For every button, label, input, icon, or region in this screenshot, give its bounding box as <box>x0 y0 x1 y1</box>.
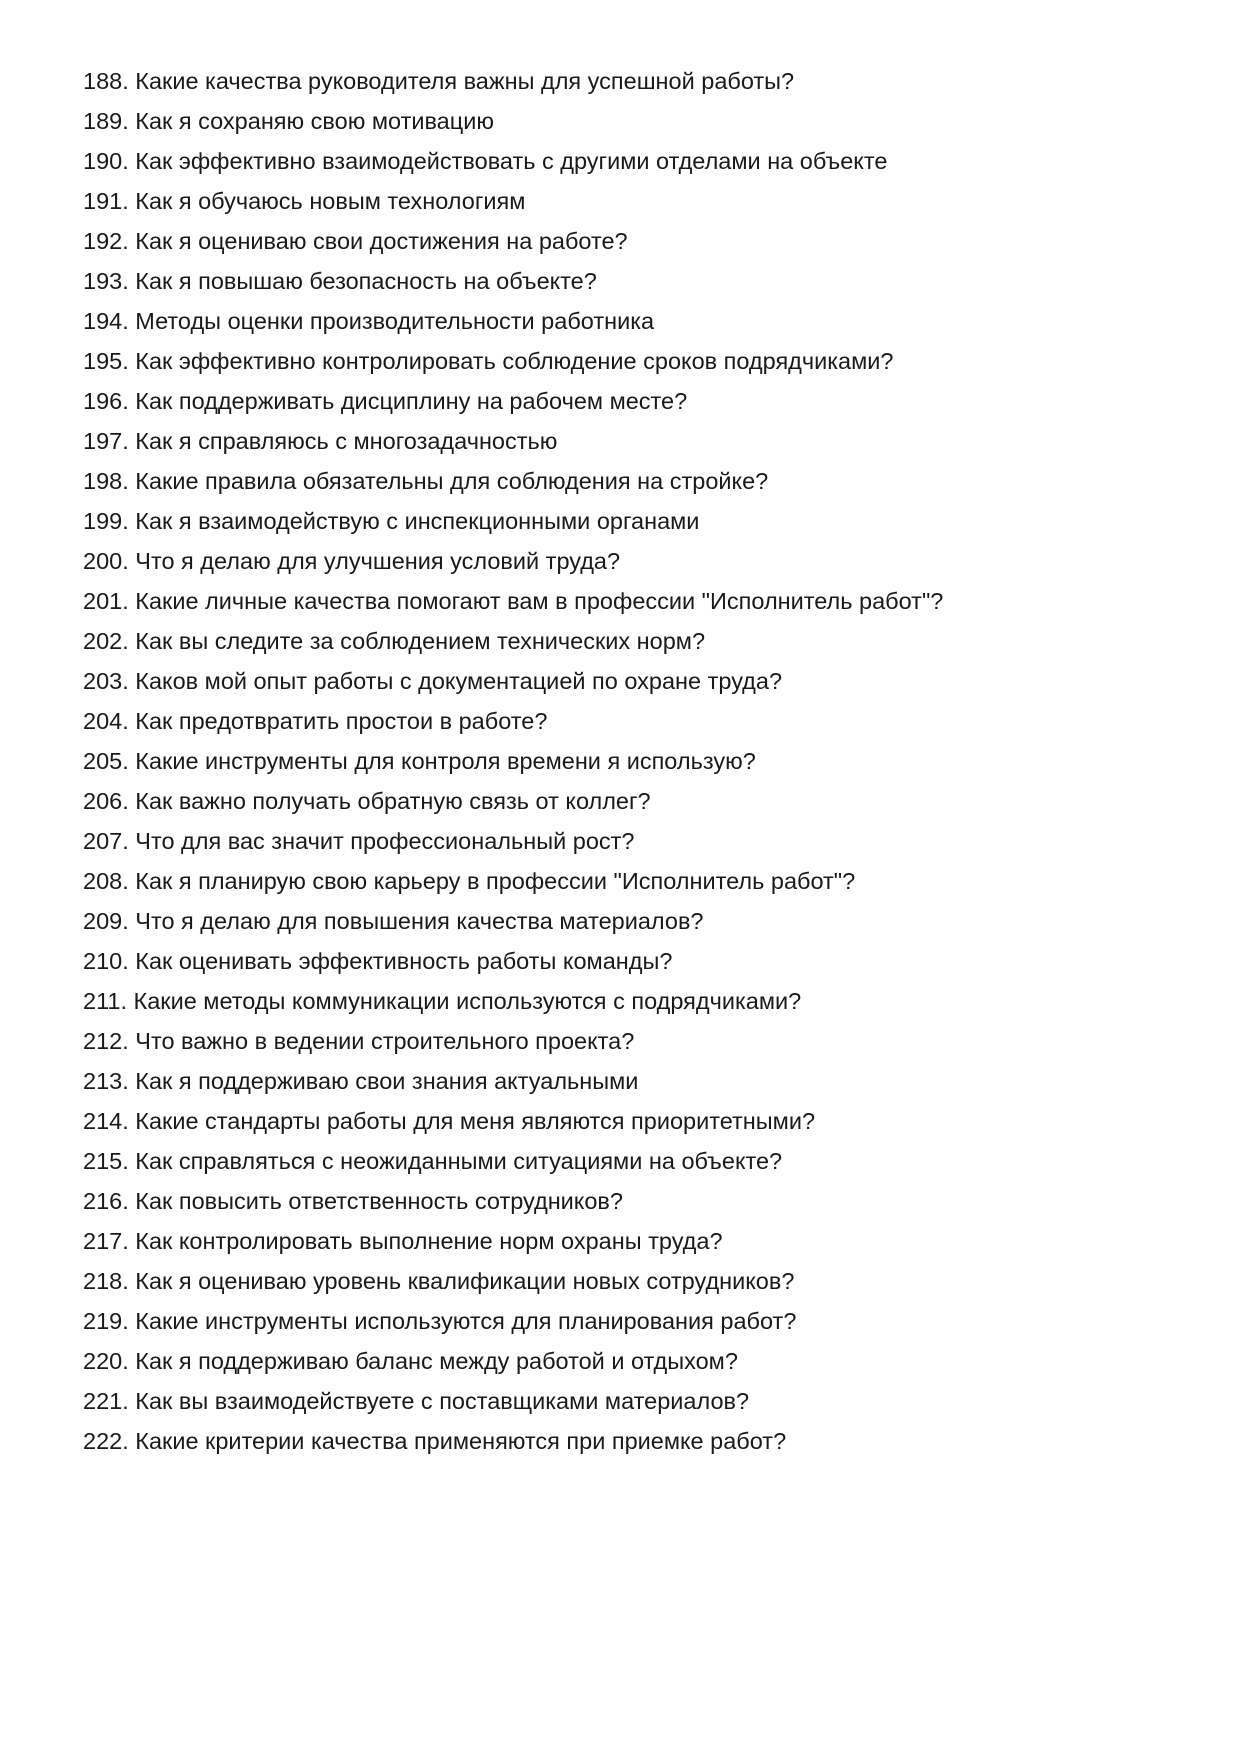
question-text: Как повысить ответственность сотрудников? <box>135 1188 623 1214</box>
question-number: 195. <box>83 348 129 374</box>
question-text: Какие правила обязательны для соблюдения на стройке? <box>135 468 769 494</box>
question-text: Как контролировать выполнение норм охраны труда? <box>135 1228 723 1254</box>
list-item <box>83 741 1183 781</box>
question-number: 206. <box>83 788 129 814</box>
question-number: 191. <box>83 188 129 214</box>
question-number: 219. <box>83 1308 129 1334</box>
list-item <box>83 181 1183 221</box>
list-item <box>83 381 1183 421</box>
question-number: 215. <box>83 1148 129 1174</box>
list-item <box>83 461 1183 501</box>
question-number: 220. <box>83 1348 129 1374</box>
question-text: Что для вас значит профессиональный рост? <box>135 828 635 854</box>
question-number: 209. <box>83 908 129 934</box>
question-number: 189. <box>83 108 129 134</box>
question-number: 192. <box>83 228 129 254</box>
question-text: Как я взаимодействую с инспекционными органами <box>135 508 700 534</box>
list-item <box>83 1021 1183 1061</box>
question-text: Какие качества руководителя важны для успешной работы? <box>135 68 795 94</box>
question-number: 211. <box>83 988 127 1014</box>
list-item <box>83 61 1183 101</box>
list-item <box>83 141 1183 181</box>
question-number: 196. <box>83 388 129 414</box>
question-text: Как предотвратить простои в работе? <box>135 708 548 734</box>
question-text: Какие методы коммуникации используются с подрядчиками? <box>133 988 802 1014</box>
list-item <box>83 221 1183 261</box>
list-item <box>83 501 1183 541</box>
list-item <box>83 101 1183 141</box>
question-text: Какие стандарты работы для меня являются приоритетными? <box>135 1108 816 1134</box>
question-text: Как вы взаимодействуете с поставщиками материалов? <box>135 1388 750 1414</box>
list-item <box>83 1261 1183 1301</box>
question-number: 202. <box>83 628 129 654</box>
list-item <box>83 941 1183 981</box>
question-text: Какие инструменты используются для планирования работ? <box>135 1308 797 1334</box>
list-item <box>83 901 1183 941</box>
question-text: Как оценивать эффективность работы команды? <box>135 948 673 974</box>
list-item <box>83 1181 1183 1221</box>
list-item <box>83 1421 1183 1461</box>
question-number: 216. <box>83 1188 129 1214</box>
question-number: 200. <box>83 548 129 574</box>
question-text: Как справляться с неожиданными ситуациями на объекте? <box>135 1148 783 1174</box>
question-number: 193. <box>83 268 129 294</box>
list-item <box>83 421 1183 461</box>
question-number: 201. <box>83 588 129 614</box>
list-item <box>83 1061 1183 1101</box>
question-text: Как я обучаюсь новым технологиям <box>135 188 526 214</box>
question-text: Методы оценки производительности работника <box>135 308 655 334</box>
list-item <box>83 1101 1183 1141</box>
list-item <box>83 861 1183 901</box>
question-number: 198. <box>83 468 129 494</box>
question-text: Как я поддерживаю баланс между работой и отдыхом? <box>135 1348 738 1374</box>
question-number: 222. <box>83 1428 129 1454</box>
list-item <box>83 1341 1183 1381</box>
question-list <box>83 61 1183 1461</box>
list-item <box>83 821 1183 861</box>
question-text: Что я делаю для повышения качества материалов? <box>135 908 704 934</box>
question-number: 210. <box>83 948 129 974</box>
question-text: Что я делаю для улучшения условий труда? <box>135 548 621 574</box>
list-item <box>83 541 1183 581</box>
question-text: Как поддерживать дисциплину на рабочем месте? <box>135 388 688 414</box>
question-text: Как эффективно взаимодействовать с другими отделами на объекте <box>135 148 888 174</box>
list-item <box>83 981 1183 1021</box>
list-item <box>83 581 1183 621</box>
question-text: Какие инструменты для контроля времени я использую? <box>135 748 756 774</box>
question-text: Какие личные качества помогают вам в профессии "Исполнитель работ"? <box>135 588 944 614</box>
question-number: 194. <box>83 308 129 334</box>
question-number: 204. <box>83 708 129 734</box>
question-number: 205. <box>83 748 129 774</box>
question-number: 217. <box>83 1228 129 1254</box>
list-item <box>83 781 1183 821</box>
question-text: Что важно в ведении строительного проекта? <box>135 1028 635 1054</box>
question-number: 190. <box>83 148 129 174</box>
question-number: 213. <box>83 1068 129 1094</box>
question-text: Какие критерии качества применяются при приемке работ? <box>135 1428 787 1454</box>
question-number: 199. <box>83 508 129 534</box>
question-text: Как я оцениваю уровень квалификации новых сотрудников? <box>135 1268 795 1294</box>
question-text: Как я сохраняю свою мотивацию <box>135 108 494 134</box>
question-number: 208. <box>83 868 129 894</box>
question-number: 221. <box>83 1388 129 1414</box>
list-item <box>83 301 1183 341</box>
question-number: 197. <box>83 428 129 454</box>
question-number: 188. <box>83 68 129 94</box>
question-text: Каков мой опыт работы с документацией по охране труда? <box>135 668 783 694</box>
question-text: Как я планирую свою карьеру в профессии "Исполнитель работ"? <box>135 868 856 894</box>
question-text: Как вы следите за соблюдением технических норм? <box>135 628 706 654</box>
list-item <box>83 1141 1183 1181</box>
list-item <box>83 661 1183 701</box>
question-text: Как я поддерживаю свои знания актуальными <box>135 1068 639 1094</box>
list-item <box>83 1221 1183 1261</box>
question-number: 212. <box>83 1028 129 1054</box>
question-number: 207. <box>83 828 129 854</box>
question-number: 203. <box>83 668 129 694</box>
question-text: Как я справляюсь с многозадачностью <box>135 428 558 454</box>
list-item <box>83 1381 1183 1421</box>
question-text: Как я оцениваю свои достижения на работе? <box>135 228 628 254</box>
list-item <box>83 621 1183 661</box>
question-number: 214. <box>83 1108 129 1134</box>
list-item <box>83 1301 1183 1341</box>
question-number: 218. <box>83 1268 129 1294</box>
question-text: Как эффективно контролировать соблюдение сроков подрядчиками? <box>135 348 894 374</box>
list-item <box>83 701 1183 741</box>
question-text: Как важно получать обратную связь от коллег? <box>135 788 651 814</box>
list-item <box>83 341 1183 381</box>
list-item <box>83 261 1183 301</box>
question-text: Как я повышаю безопасность на объекте? <box>135 268 597 294</box>
